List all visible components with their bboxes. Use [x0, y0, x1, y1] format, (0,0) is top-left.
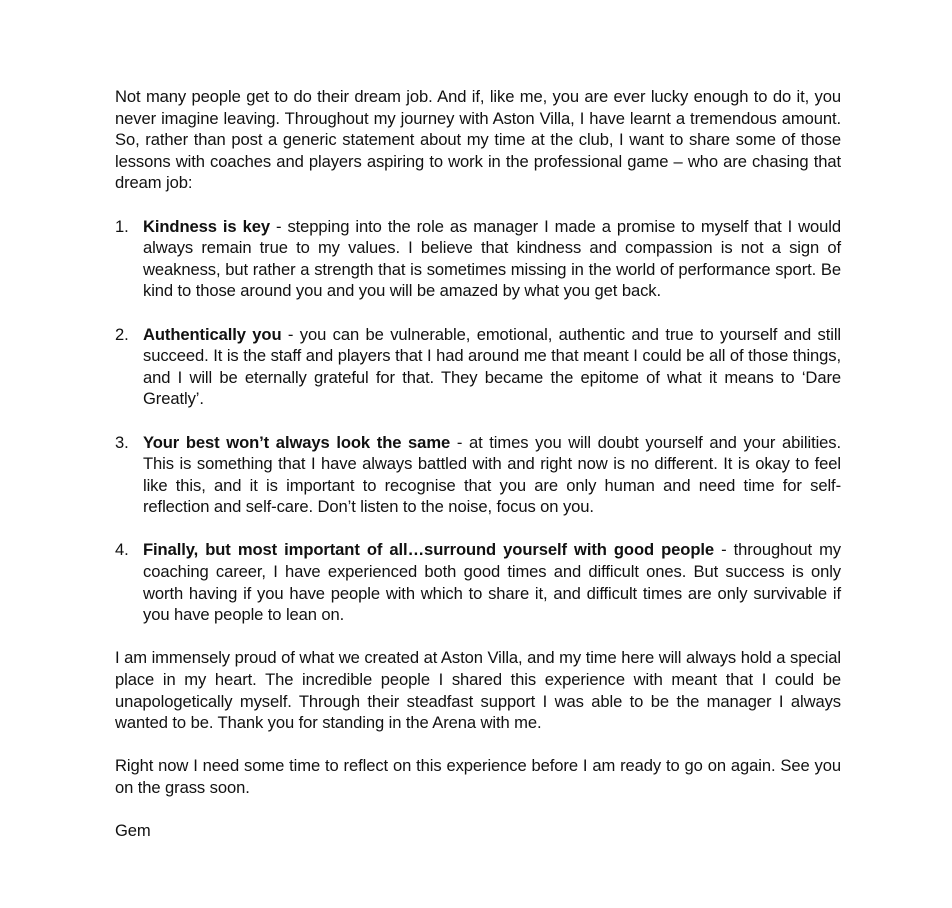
spacer — [115, 734, 841, 756]
closing-paragraph-1: I am immensely proud of what we created at Aston Villa, and my time here will always hold a special place in my heart. The incredible people I shared this experience with meant that I could be unapologetically myself. Through their steadfast support I was able to be the manager I always wanted to be. Thank you for standing in the Arena with me. — [115, 648, 841, 733]
spacer — [115, 302, 841, 324]
lesson-number: 2. — [115, 324, 129, 344]
lesson-text: - you can be vulnerable, emotional, authentic and true to yourself and still succeed. It is the staff and players that I had around me that meant I could be all of those things, and I will be eternally grateful for that. They became the epitome of what it means to ‘Dare Greatly’. — [143, 324, 841, 409]
lesson-number: 1. — [115, 216, 129, 236]
lesson-title: Finally, but most important of all…surround yourself with good people — [143, 540, 715, 560]
letter-document — [115, 86, 841, 842]
spacer — [115, 518, 841, 540]
lesson-item-1 — [115, 216, 841, 302]
closing-paragraph-2: Right now I need some time to reflect on this experience before I am ready to go on again. See you on the grass soon. — [115, 756, 841, 797]
lesson-item-2 — [115, 324, 841, 410]
lesson-title: Kindness is key — [143, 216, 270, 236]
intro-paragraph: Not many people get to do their dream job. And if, like me, you are ever lucky enough to do it, you never imagine leaving. Throughout my journey with Aston Villa, I have learnt a tremendous amount. So, rather than post a generic statement about my time at the club, I want to share some of those lessons with coaches and players aspiring to work in the professional game – who are chasing that dream job: — [115, 87, 841, 193]
spacer — [115, 626, 841, 648]
signature: Gem — [115, 821, 151, 841]
lessons-list — [115, 216, 841, 626]
lesson-title: Authentically you — [143, 324, 282, 344]
lesson-text: - at times you will doubt yourself and your abilities. This is something that I have always battled with and right now is no different. It is okay to feel like this, and it is important to recognise that you are only human and need time for self-reflection and self-care. Don’t listen to the noise, focus on you. — [143, 432, 841, 517]
lesson-text: - throughout my coaching career, I have experienced both good times and difficult ones. But success is only worth having if you have people with which to share it, and difficult times are only survivable if you have people to lean on. — [143, 540, 841, 625]
lesson-number: 4. — [115, 540, 129, 560]
lesson-number: 3. — [115, 432, 129, 452]
spacer — [115, 799, 841, 821]
spacer — [115, 410, 841, 432]
lesson-item-4 — [115, 539, 841, 625]
lesson-title: Your best won’t always look the same — [143, 432, 451, 452]
spacer — [115, 194, 841, 216]
lesson-item-3 — [115, 432, 841, 518]
lesson-text: - stepping into the role as manager I made a promise to myself that I would always remain true to my values. I believe that kindness and compassion is not a sign of weakness, but rather a strength that is sometimes missing in the world of performance sport. Be kind to those around you and you will be amazed by what you get back. — [143, 216, 842, 301]
